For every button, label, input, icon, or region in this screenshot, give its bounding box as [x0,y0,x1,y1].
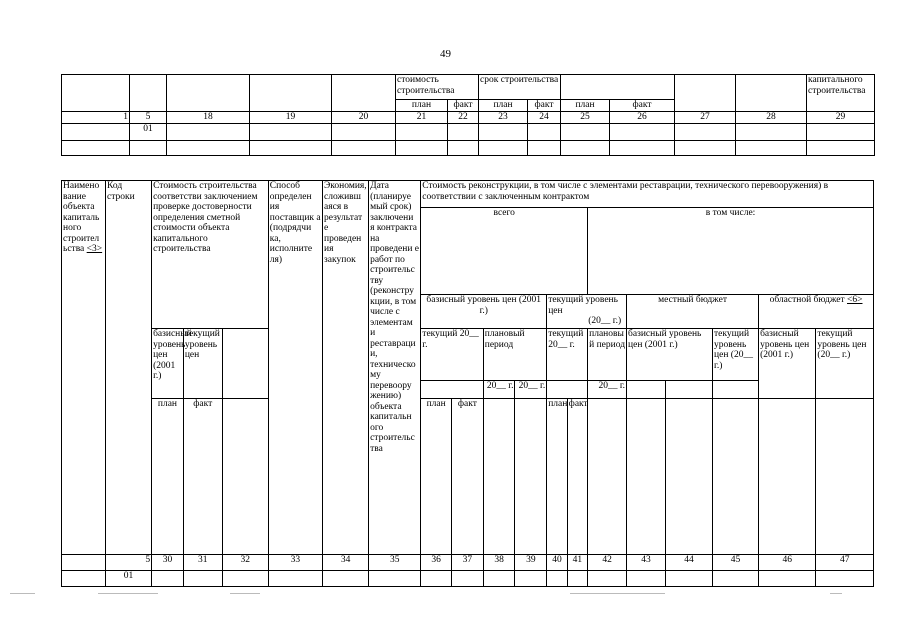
col-number: 29 [807,112,875,124]
col-number: 43 [627,555,666,571]
page-number: 49 [440,48,451,60]
plan-label: план [396,100,448,112]
col-number: 38 [483,555,515,571]
main-table [61,180,874,587]
col-number: 18 [167,112,250,124]
plan-label: план [547,399,567,555]
fact-label: факт [610,100,675,112]
col-number: 40 [547,555,567,571]
col-number: 35 [369,555,421,571]
col-number: 26 [610,112,675,124]
col-number: 32 [222,555,268,571]
fact-label: факт [448,100,479,112]
row-code: 01 [130,123,167,140]
header-contract-date: Дата (планируе мый срок) заключени я контракта на проведени е работ по строительс тву (реконстру кции, в том числе с элементам и реставраци и, техническо му перевоору жению) объекта капитальн ого строительс тва [369,181,421,555]
row-code: 01 [106,571,152,587]
col-number: 33 [268,555,322,571]
col-number: 22 [448,112,479,124]
col-number: 5 [130,112,167,124]
top-table [61,74,875,156]
col-number [62,555,106,571]
fact-label: факт [567,399,587,555]
col-number: 42 [588,555,627,571]
col-number: 45 [713,555,759,571]
header-total: всего [421,208,588,295]
header-supplier-method: Способ определен ия поставщик а (подрядчи ка, исполните ля) [268,181,322,555]
fact-label: факт [452,399,484,555]
col-number: 41 [567,555,587,571]
col-number: 37 [452,555,484,571]
col-number: 27 [675,112,736,124]
header-line-code: Код строки [106,181,152,555]
header-regional-budget: областной бюджет <6> [759,295,874,329]
header-base-price-local: базисный уровень цен (2001 г.) [627,329,713,381]
top-header-term: срок строительства [479,75,561,100]
header-construction-cost: Стоимость строительства соответстви заключением проверке достоверности определения сметной стоимости объекта капитального строительства [152,181,269,329]
col-number: 5 [106,555,152,571]
header-economy: Экономия, сложивш аяся в результат е проведен ия закупок [323,181,369,555]
col-number: 30 [152,555,184,571]
top-header-capital: капитального строительства [807,75,875,112]
table-row [62,571,874,587]
col-number: 20 [332,112,396,124]
column-number-row [62,555,874,571]
header-base-price-2001: базисный уровень цен (2001 г.) [152,329,184,399]
plan-label: план [479,100,528,112]
header-object-name: Наимено вание объекта капиталь ного строител ьства <3> [62,181,106,555]
plan-label: план [561,100,610,112]
plan-label: план [152,399,184,555]
header-planned-period: плановый период [483,329,546,381]
table-row [62,140,875,155]
col-number: 19 [250,112,332,124]
col-number: 36 [421,555,452,571]
col-number: 44 [665,555,712,571]
header-current-price-local: текущий уровень цен (20__ г.) [713,329,759,381]
scan-noise [0,593,905,596]
col-number: 46 [759,555,816,571]
header-current-price-regional: текущий уровень цен (20__ г.) [816,329,874,399]
col-number: 28 [736,112,807,124]
header-current-price-short: текущий уровень цен [183,329,222,399]
header-planned-period-short: плановы й период [588,329,627,381]
col-number: 1 [62,112,130,124]
column-number-row [62,112,875,124]
header-local-budget: местный бюджет [627,295,759,329]
table-row [62,123,875,140]
col-number: 34 [323,555,369,571]
top-header-cost: стоимость строительства [396,75,479,100]
year-label: 20__ г. [588,381,627,399]
col-number: 47 [816,555,874,571]
header-current-price: текущий уровень цен (20__ г.) [547,295,627,329]
col-number: 39 [515,555,547,571]
header-current-year: текущий 20__ г. [547,329,588,381]
year-label: 20__ г. [483,381,515,399]
year-label: 20__ г. [515,381,547,399]
col-number: 23 [479,112,528,124]
header-base-price: базисный уровень цен (2001 г.) [421,295,547,329]
plan-label: план [421,399,452,555]
fact-label: факт [528,100,561,112]
col-number: 31 [183,555,222,571]
col-number: 21 [396,112,448,124]
col-number: 24 [528,112,561,124]
col-number: 25 [561,112,610,124]
header-including: в том числе: [588,208,874,295]
header-base-price-regional: базисный уровень цен (2001 г.) [759,329,816,399]
header-current-year: текущий 20__ г. [421,329,483,381]
header-reconstruction-cost: Стоимость реконструкции, в том числе с элементами реставрации, технического перевооружения) в соответствии с заключенным контрактом [421,181,874,208]
fact-label: факт [183,399,222,555]
